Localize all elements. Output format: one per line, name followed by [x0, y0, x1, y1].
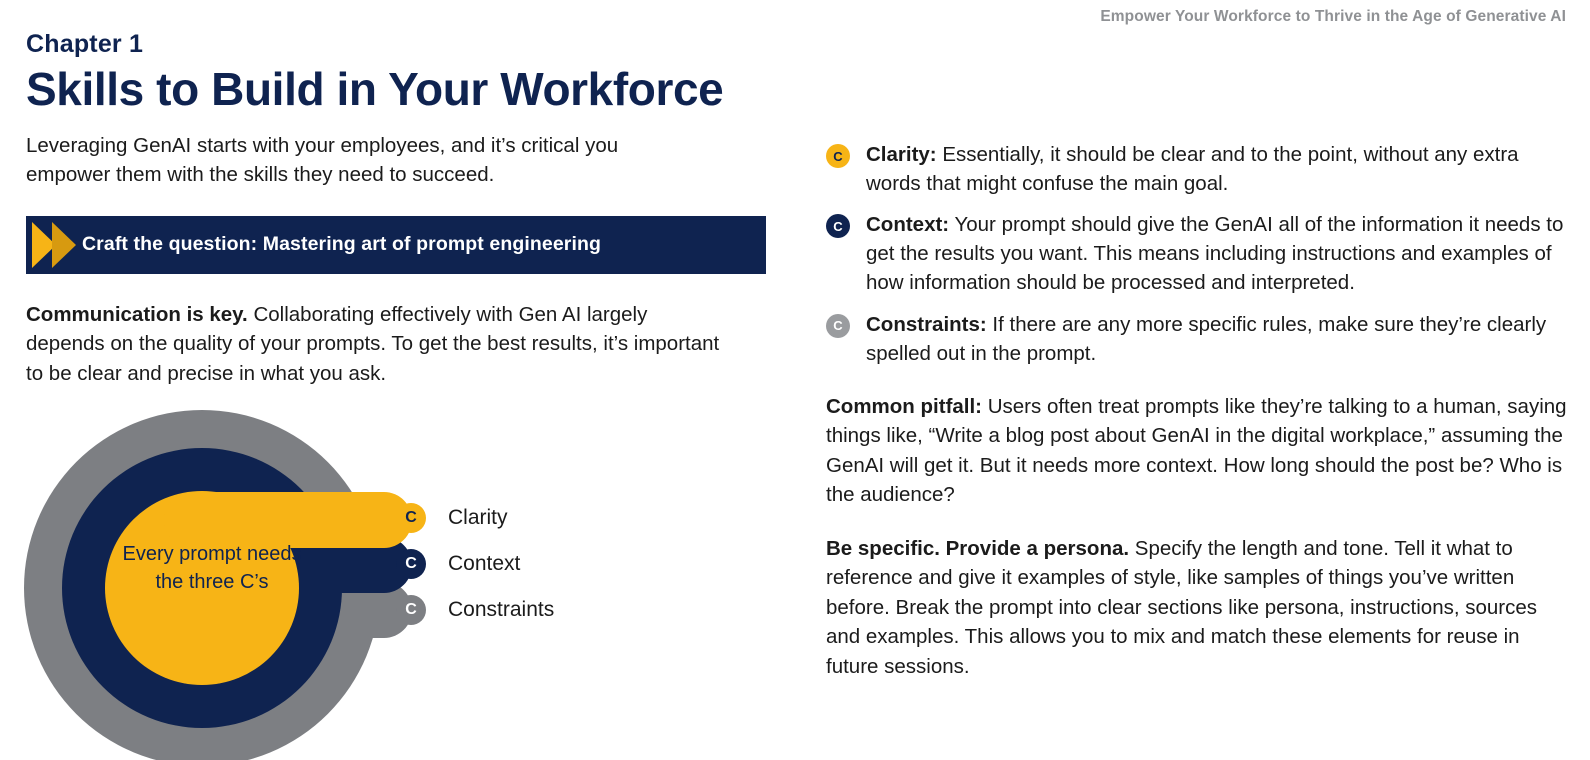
constraints-text	[866, 310, 1571, 368]
badge-constraints: C	[826, 314, 850, 338]
list-item-constraints	[826, 310, 1571, 368]
right-column	[826, 140, 1571, 681]
legend-badge-clarity: C	[396, 503, 426, 533]
section-banner	[26, 216, 766, 274]
banner-title: Craft the question: Mastering art of prompt engineering	[82, 233, 602, 256]
common-pitfall-paragraph	[826, 392, 1571, 510]
clarity-body: Essentially, it should be clear and to the point, without any extra words that might confuse the main goal.	[866, 143, 1519, 196]
clarity-term: Clarity:	[866, 143, 937, 166]
legend-item-clarity	[396, 495, 554, 540]
running-header: Empower Your Workforce to Thrive in the Age of Generative AI	[1100, 8, 1566, 25]
double-chevron-icon	[26, 216, 82, 274]
legend-item-context	[396, 541, 554, 586]
legend-label-context: Context	[448, 551, 521, 575]
common-pitfall-body: Users often treat prompts like they’re talking to a human, saying things like, “Write a blog post about GenAI in the digital workplace,” assuming the GenAI will get it. But it needs more context. How long should the post be? Who is the audience?	[826, 394, 1567, 507]
left-column	[26, 30, 771, 389]
be-specific-lead: Be specific. Provide a persona.	[826, 536, 1130, 560]
chapter-label: Chapter 1	[26, 30, 144, 58]
legend-item-constraints	[396, 587, 554, 632]
list-item-context	[826, 210, 1571, 297]
diagram-center-label: Every prompt needs the three C’s	[122, 543, 302, 594]
badge-context: C	[826, 214, 850, 238]
badge-clarity: C	[826, 144, 850, 168]
context-text	[866, 210, 1571, 297]
body-paragraph	[26, 300, 726, 389]
body-paragraph-rest: Collaborating effectively with Gen AI largely depends on the quality of your prompts. To get the best results, it’s important to be clear and precise in what you ask.	[26, 302, 720, 385]
list-item-clarity	[826, 140, 1571, 198]
common-pitfall-lead: Common pitfall:	[826, 394, 983, 418]
intro-paragraph: Leveraging GenAI starts with your employees, and it’s critical you empower them with the skills they need to succeed.	[26, 134, 619, 187]
page-title: Skills to Build in Your Workforce	[26, 63, 724, 115]
body-paragraph-lead: Communication is key.	[26, 302, 248, 326]
clarity-text	[866, 140, 1571, 198]
constraints-term: Constraints:	[866, 312, 987, 336]
legend-badge-context: C	[396, 549, 426, 579]
legend-badge-constraints: C	[396, 595, 426, 625]
context-term: Context:	[866, 213, 950, 237]
context-body: Your prompt should give the GenAI all of the information it needs to get the results you want. This means including instructions and examples of how information should be processed and interpreted.	[866, 213, 1564, 295]
diagram-legend	[396, 495, 554, 633]
constraints-body: If there are any more specific rules, make sure they’re clearly spelled out in the prompt.	[866, 312, 1547, 365]
be-specific-paragraph	[826, 534, 1571, 682]
be-specific-body: Specify the length and tone. Tell it what to reference and give it examples of style, like samples of things you’ve written before. Break the prompt into clear sections like persona, instructions, sources and examples. This allows you to mix and match these elements for reuse in future sessions.	[826, 536, 1538, 678]
legend-label-clarity: Clarity	[448, 505, 508, 529]
legend-label-constraints: Constraints	[448, 597, 555, 621]
three-cs-diagram	[14, 400, 774, 760]
